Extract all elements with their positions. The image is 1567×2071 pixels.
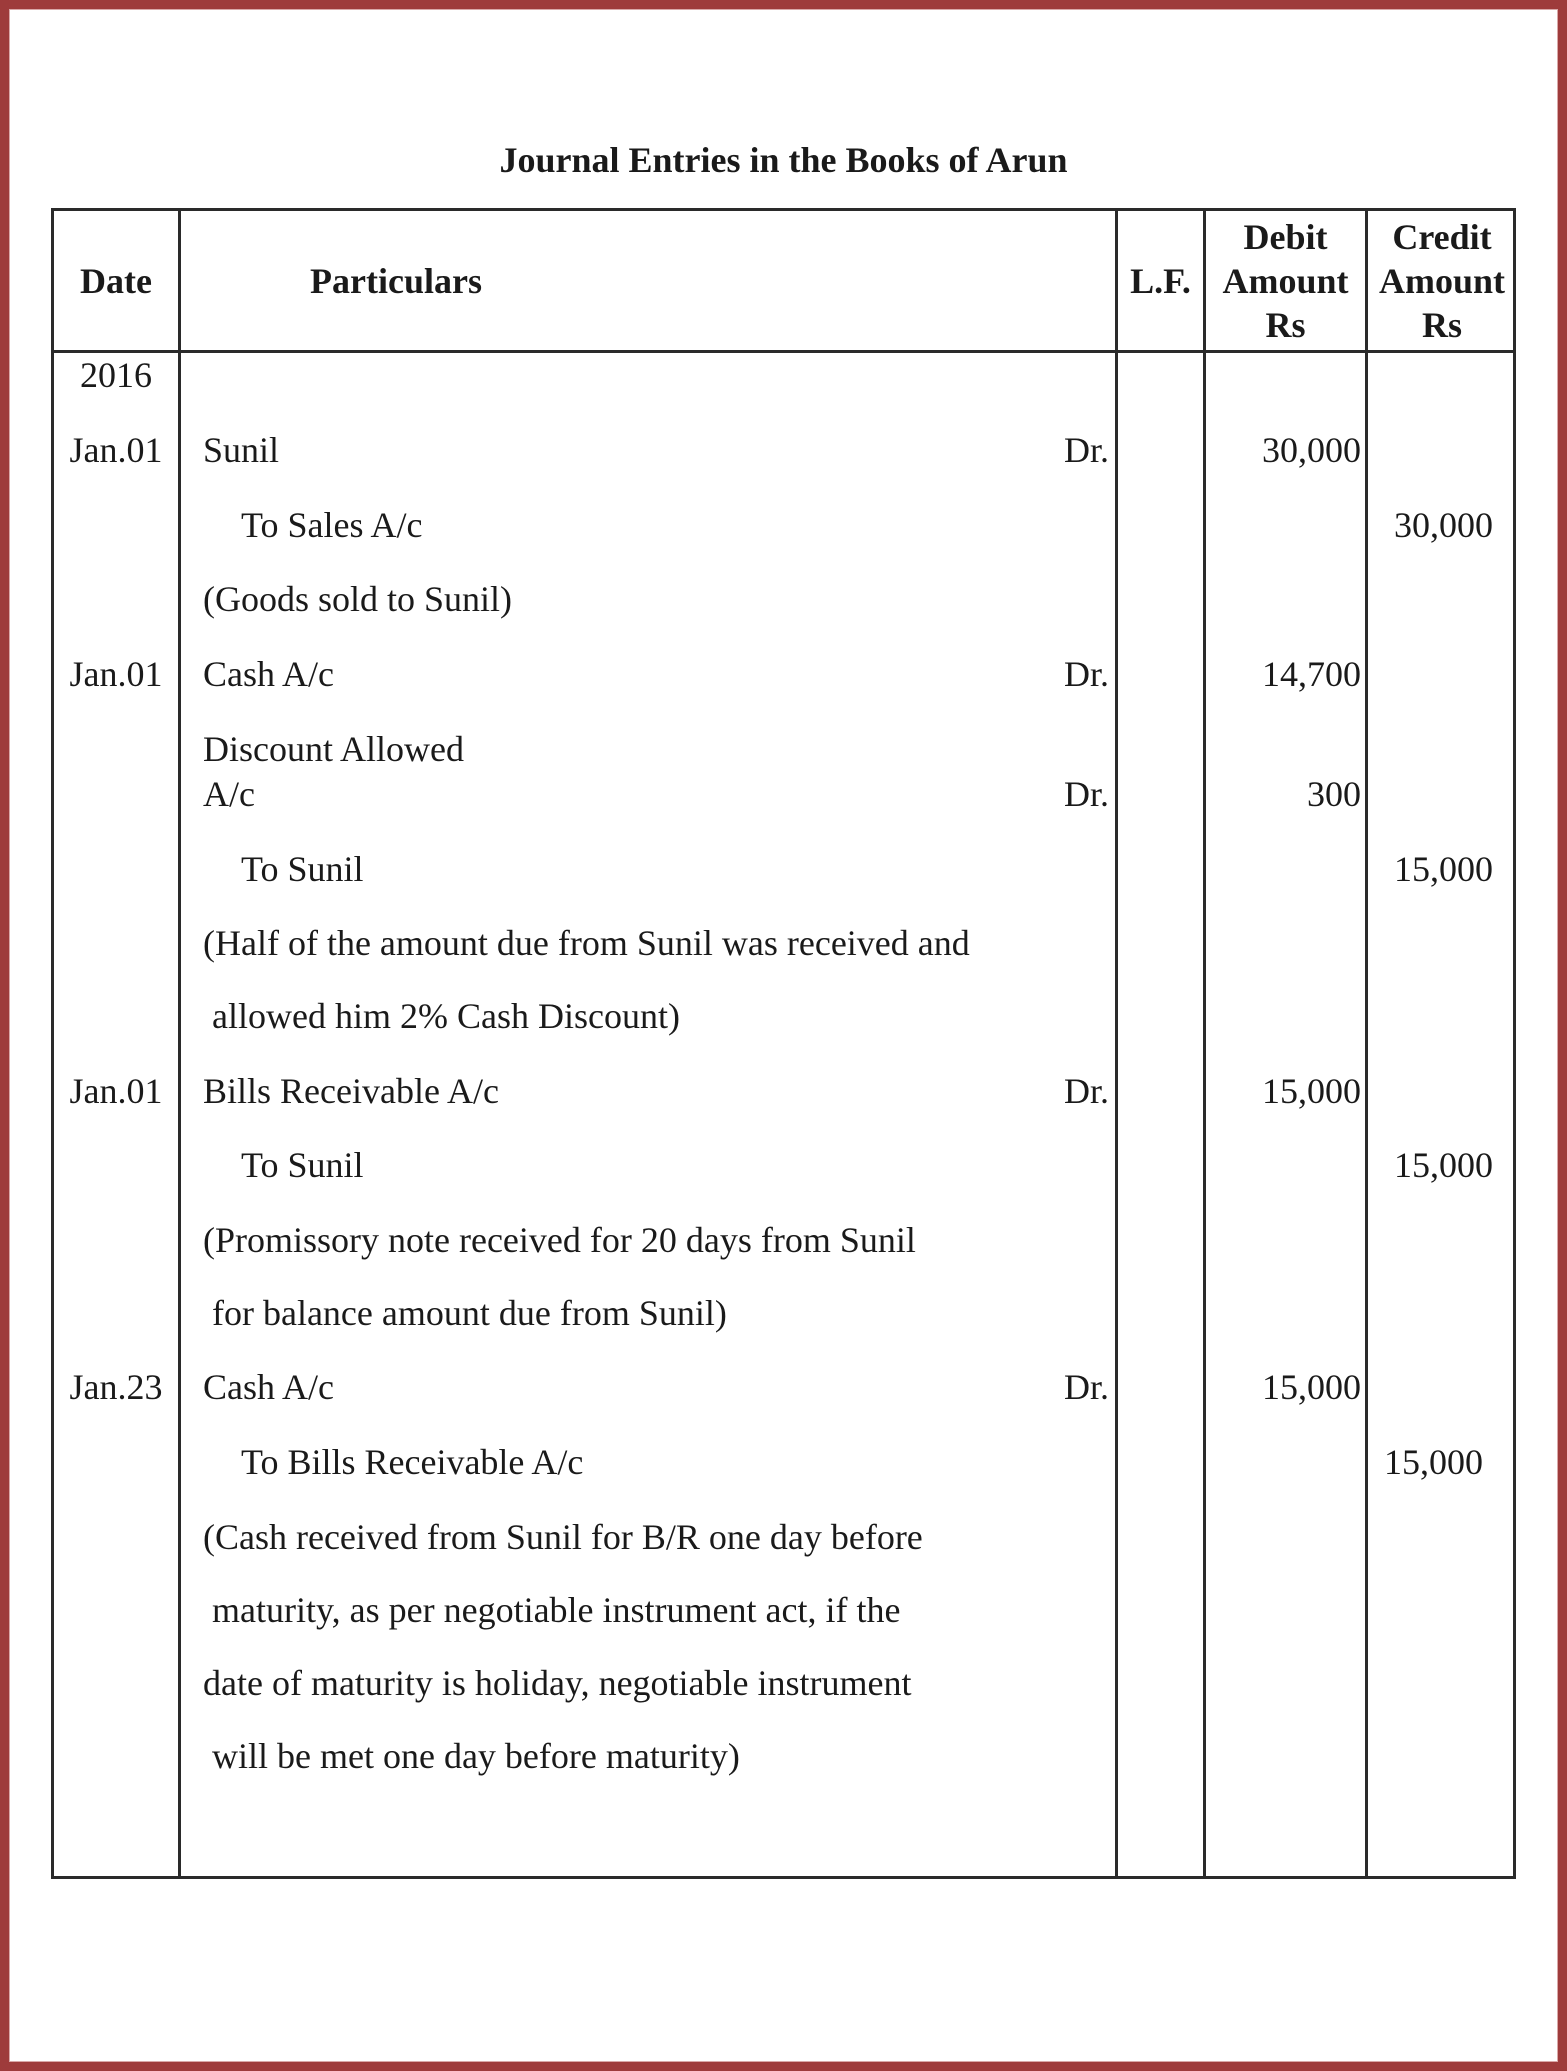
- narration-line: (Cash received from Sunil for B/R one day before: [203, 1517, 923, 1557]
- narration-line: will be met one day before maturity): [212, 1736, 740, 1776]
- debit-account-line1: Discount Allowed: [203, 729, 464, 769]
- header-credit-line2: Amount: [1378, 260, 1506, 301]
- credit-amount: 15,000: [1394, 849, 1493, 889]
- narration-line: for balance amount due from Sunil): [212, 1293, 727, 1333]
- entry-date: Jan.01: [69, 654, 163, 694]
- header-debit-amount: [1206, 211, 1365, 350]
- journal-table: [51, 208, 1516, 1879]
- debit-account-line2: A/c: [203, 774, 255, 814]
- credit-amount: 15,000: [1394, 1145, 1493, 1185]
- debit-amount: 15,000: [1262, 1071, 1361, 1111]
- credit-amount: 30,000: [1394, 505, 1493, 545]
- debit-amount: 30,000: [1262, 430, 1361, 470]
- entry-date: Jan.01: [69, 1071, 163, 1111]
- debit-amount: 14,700: [1262, 654, 1361, 694]
- narration-line: date of maturity is holiday, negotiable instrument: [203, 1663, 912, 1703]
- narration-line: maturity, as per negotiable instrument act, if the: [212, 1590, 901, 1630]
- credit-account: To Sales A/c: [241, 505, 423, 545]
- year-label: 2016: [80, 355, 152, 395]
- dr-marker: Dr.: [1064, 430, 1109, 470]
- header-credit-amount: [1368, 211, 1516, 350]
- column-divider-particulars: [1115, 211, 1118, 1876]
- header-credit-line3: Rs: [1421, 304, 1462, 345]
- narration-line: (Half of the amount due from Sunil was received and: [203, 923, 970, 963]
- column-divider-date: [178, 211, 181, 1876]
- header-particulars: Particulars: [310, 260, 482, 301]
- credit-account: To Sunil: [241, 1145, 364, 1185]
- narration-line: (Promissory note received for 20 days from Sunil: [203, 1220, 916, 1260]
- page-title: Journal Entries in the Books of Arun: [499, 140, 1068, 180]
- header-date: Date: [80, 260, 152, 301]
- header-debit-line2: Amount: [1222, 260, 1349, 301]
- header-credit-line1: Credit: [1392, 216, 1492, 257]
- header-debit-line1: Debit: [1243, 216, 1328, 257]
- debit-amount: 15,000: [1262, 1367, 1361, 1407]
- dr-marker: Dr.: [1064, 774, 1109, 814]
- credit-account: To Sunil: [241, 849, 364, 889]
- header-lf: L.F.: [1130, 260, 1191, 301]
- credit-account: To Bills Receivable A/c: [241, 1442, 584, 1482]
- entry-date: Jan.23: [69, 1367, 163, 1407]
- debit-account: Cash A/c: [203, 1367, 334, 1407]
- dr-marker: Dr.: [1064, 1071, 1109, 1111]
- header-debit-line3: Rs: [1265, 304, 1306, 345]
- narration-line: (Goods sold to Sunil): [203, 579, 513, 619]
- header-divider: [54, 350, 1513, 353]
- column-divider-debit: [1365, 211, 1368, 1876]
- dr-marker: Dr.: [1064, 654, 1109, 694]
- credit-amount: 15,000: [1384, 1442, 1483, 1482]
- narration-line: allowed him 2% Cash Discount): [212, 996, 680, 1036]
- debit-account: Sunil: [203, 430, 280, 470]
- column-divider-lf: [1203, 211, 1206, 1876]
- dr-marker: Dr.: [1064, 1367, 1109, 1407]
- entry-date: Jan.01: [69, 430, 163, 470]
- debit-amount: 300: [1307, 774, 1361, 814]
- debit-account: Cash A/c: [203, 654, 334, 694]
- debit-account: Bills Receivable A/c: [203, 1071, 499, 1111]
